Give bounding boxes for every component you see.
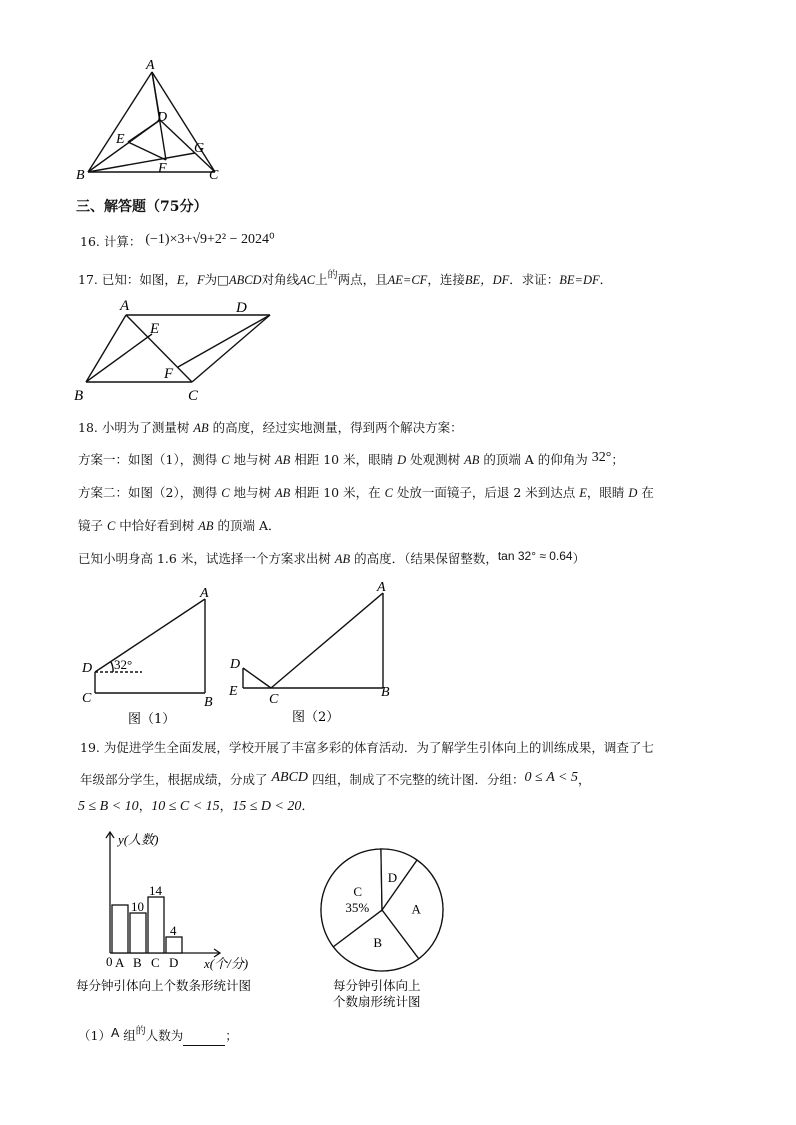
q18-l5-tan: tan 32° ≈ 0.64 bbox=[497, 549, 573, 563]
q19-line-1: 19. 为促进学生全面发展，学校开展了丰富多彩的体育活动．为了解学生引体向上的训练成果，调查了七 bbox=[80, 740, 654, 755]
para-label-C: C bbox=[188, 388, 199, 404]
q18-l3-c2: C bbox=[384, 486, 393, 500]
q19-l2-range-a: 0 ≤ A < 5 bbox=[524, 770, 578, 785]
q16-label: 16. 计算： bbox=[80, 234, 142, 249]
q18-l3-d: 相距 10 米，在 bbox=[290, 485, 385, 500]
tri-label-C: C bbox=[209, 168, 219, 183]
q19-line-2 bbox=[80, 772, 590, 789]
q17-text-7: ．求证： bbox=[509, 272, 560, 287]
q17-parallelogram-name: ABCD bbox=[228, 273, 262, 287]
q18-l5-c: ） bbox=[572, 551, 586, 566]
q18-l3-e: 处放一面镜子，后退 2 米到达点 bbox=[392, 485, 580, 500]
q18-l1-ab: AB bbox=[193, 421, 209, 435]
q19-l2-b: 四组，制成了不完整的统计图．分组： bbox=[308, 772, 525, 787]
pie-label-B: B bbox=[373, 935, 383, 951]
q19-line-3 bbox=[78, 798, 314, 815]
q18-l5-b: 的高度．（结果保留整数， bbox=[350, 551, 498, 566]
fig2-label-E: E bbox=[229, 684, 238, 699]
question-16 bbox=[80, 234, 275, 251]
bar-chart-title: 每分钟引体向上个数条形统计图 bbox=[76, 978, 252, 993]
q19-sep-1: ， bbox=[138, 798, 152, 813]
parallelogram-figure bbox=[70, 296, 280, 406]
q18-l2-e: 处观测树 bbox=[406, 452, 465, 467]
q19-end: ． bbox=[301, 798, 314, 813]
q18-l2-g: ； bbox=[611, 452, 624, 467]
q19-range-b: 5 ≤ B < 10 bbox=[78, 799, 139, 814]
q18-l2-ab2: AB bbox=[464, 453, 480, 467]
q18-l2-dd: D bbox=[397, 453, 407, 467]
q18-line-4 bbox=[78, 518, 281, 534]
q18-l4-b: 中恰好看到树 bbox=[115, 518, 199, 533]
q18-line-2 bbox=[78, 452, 624, 469]
triangle-figure bbox=[70, 58, 240, 183]
pie-percent-C: 35% bbox=[345, 899, 370, 915]
q18-l2-angle: 32° bbox=[591, 450, 612, 465]
q18-l3-b: 地与树 bbox=[229, 485, 275, 500]
q18-l1-b: 的高度，经过实地测量，得到两个解决方案： bbox=[208, 420, 463, 435]
pie-chart bbox=[310, 842, 460, 1012]
pie-label-D: D bbox=[387, 869, 398, 885]
q19-1-mid: 组 bbox=[119, 1028, 136, 1043]
tri-label-D: D bbox=[157, 110, 168, 125]
q17-text-2: 为□ bbox=[204, 272, 229, 287]
q19-l2-groups: ABCD bbox=[271, 770, 309, 785]
q18-l4-a: 镜子 bbox=[78, 518, 107, 533]
q17-text-3: 对角线 bbox=[261, 272, 300, 287]
pie-label-A: A bbox=[411, 901, 421, 917]
q18-l2-d: 相距 10 米，眼睛 bbox=[290, 452, 398, 467]
q18-line-3 bbox=[78, 485, 654, 501]
tri-label-F: F bbox=[158, 161, 167, 176]
bar-tick-A: A bbox=[115, 955, 125, 970]
q18-l2-ab: AB bbox=[274, 453, 291, 467]
q18-l4-d: 的顶端 A． bbox=[213, 518, 281, 533]
q18-l3-ab: AB bbox=[274, 486, 291, 500]
q19-l2-a: 年级部分学生，根据成绩，分成了 bbox=[80, 772, 272, 787]
q17-text-8: ． bbox=[599, 272, 613, 287]
figure-1 bbox=[76, 580, 226, 730]
bar-value-D: 4 bbox=[170, 923, 177, 938]
q17-text-4: 上 bbox=[315, 272, 328, 287]
section-title: 三、解答题（75分） bbox=[76, 199, 208, 215]
q19-1-answer-blank[interactable] bbox=[183, 1033, 225, 1046]
q17-diagonal: AC bbox=[299, 273, 316, 287]
q17-points: E，F bbox=[176, 273, 205, 287]
para-label-A: A bbox=[120, 298, 130, 314]
q18-l4-ab: AB bbox=[198, 519, 214, 533]
fig2-label-C: C bbox=[269, 692, 279, 707]
q19-sep-2: ， bbox=[219, 798, 233, 813]
q18-l3-dd: D bbox=[628, 486, 638, 500]
q17-text-5: 两点，且 bbox=[337, 272, 388, 287]
q18-l4-c: C bbox=[106, 519, 116, 533]
q18-l3-a: 方案二：如图（2），测得 bbox=[78, 485, 222, 500]
q19-range-c: 10 ≤ C < 15 bbox=[151, 799, 220, 814]
q17-text-1: 17. 已知：如图， bbox=[78, 272, 177, 287]
para-label-F: F bbox=[164, 366, 174, 382]
question-17 bbox=[78, 272, 612, 290]
bar-value-B: 10 bbox=[131, 899, 144, 914]
q17-small-de: 的 bbox=[327, 270, 338, 281]
fig2-caption: 图（2） bbox=[292, 710, 340, 725]
para-label-B: B bbox=[74, 388, 84, 404]
q17-prove: BE=DF bbox=[559, 273, 600, 287]
q18-line-1 bbox=[78, 420, 463, 436]
q18-l2-a: 方案一：如图（1），测得 bbox=[78, 452, 222, 467]
fig2-label-D: D bbox=[230, 657, 241, 672]
figure-2 bbox=[226, 578, 396, 728]
q19-l2-c: ， bbox=[577, 772, 591, 787]
q18-l5-ab: AB bbox=[334, 552, 351, 566]
tri-label-G: G bbox=[194, 141, 205, 156]
bar-A bbox=[112, 905, 128, 953]
fig1-label-B: B bbox=[204, 695, 213, 710]
fig1-caption: 图（1） bbox=[128, 712, 176, 727]
bar-B bbox=[130, 913, 146, 953]
fig2-label-A: A bbox=[377, 580, 386, 595]
bar-xlabel: x(个/分) bbox=[204, 956, 249, 971]
bar-ylabel: y(人数) bbox=[118, 832, 159, 847]
bar-chart bbox=[74, 826, 274, 1001]
q19-1-end: ； bbox=[225, 1028, 238, 1043]
q16-expression: (−1)×3+√9+2² − 2024⁰ bbox=[145, 232, 275, 247]
q19-range-d: 15 ≤ D < 20 bbox=[232, 799, 302, 814]
tri-label-E: E bbox=[116, 132, 125, 147]
q18-l5-a: 已知小明身高 1.6 米，试选择一个方案求出树 bbox=[78, 551, 335, 566]
bar-tick-C: C bbox=[151, 955, 160, 970]
q18-l2-b: 地与树 bbox=[229, 452, 275, 467]
q18-l1-a: 18. 小明为了测量树 bbox=[78, 420, 194, 435]
tri-label-A: A bbox=[146, 58, 155, 73]
q19-sub-1 bbox=[78, 1028, 238, 1046]
bar-origin: 0 bbox=[106, 954, 113, 969]
fig1-label-C: C bbox=[82, 691, 92, 706]
pie-chart-title-1: 每分钟引体向上 bbox=[333, 978, 421, 993]
bar-tick-D: D bbox=[169, 955, 179, 970]
q17-condition: AE=CF bbox=[387, 273, 428, 287]
q18-l3-g: 在 bbox=[637, 485, 654, 500]
bar-C bbox=[148, 897, 164, 953]
q19-1-suffix: 人数为 bbox=[145, 1028, 184, 1043]
pie-chart-title-2: 个数扇形统计图 bbox=[333, 994, 421, 1009]
bar-value-C: 14 bbox=[149, 883, 162, 898]
fig2-label-B: B bbox=[381, 685, 390, 700]
q18-l3-c: C bbox=[221, 486, 230, 500]
fig1-angle: 32° bbox=[114, 657, 133, 672]
q18-l3-f: ，眼睛 bbox=[586, 485, 629, 500]
para-label-D: D bbox=[236, 300, 247, 316]
q19-1-group: A bbox=[110, 1026, 120, 1040]
q18-l2-f: 的顶端 A 的仰角为 bbox=[479, 452, 592, 467]
bar-tick-B: B bbox=[133, 955, 142, 970]
q18-l3-ee: E bbox=[579, 486, 587, 500]
q18-l2-c: C bbox=[221, 453, 230, 467]
fig1-label-A: A bbox=[200, 586, 209, 601]
q18-line-5 bbox=[78, 551, 585, 567]
q19-1-prefix: （1） bbox=[78, 1028, 111, 1043]
q19-1-small: 的 bbox=[135, 1026, 146, 1037]
pie-label-C: C bbox=[353, 883, 362, 899]
fig1-label-D: D bbox=[82, 661, 93, 676]
tri-label-B: B bbox=[76, 168, 85, 183]
bar-D bbox=[166, 937, 182, 953]
q17-connect: BE，DF bbox=[464, 273, 510, 287]
para-label-E: E bbox=[150, 321, 160, 337]
q17-text-6: ，连接 bbox=[427, 272, 465, 287]
